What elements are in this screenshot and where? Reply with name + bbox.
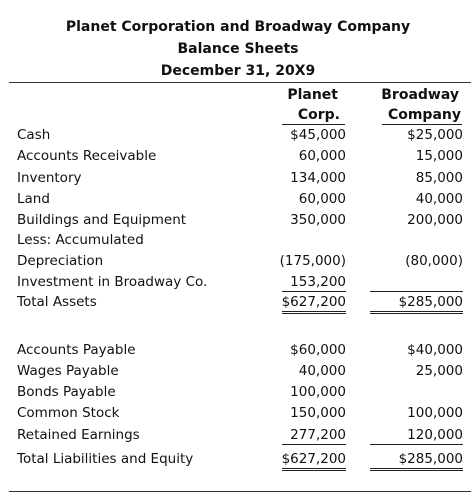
row-label-common-stock: Common Stock	[17, 405, 120, 421]
planet-total-assets-double-underline	[282, 311, 346, 314]
broadway-value-land: 40,000	[415, 191, 463, 207]
planet-column-header-line2: Corp.	[297, 107, 340, 123]
row-label-investment-broadway: Investment in Broadway Co.	[17, 274, 208, 290]
broadway-total-assets-double-underline	[370, 311, 463, 314]
row-label-accounts-payable: Accounts Payable	[17, 342, 136, 358]
broadway-value-cash: $25,000	[407, 127, 463, 143]
row-label-wages-payable: Wages Payable	[17, 363, 119, 379]
row-label-depreciation: Depreciation	[17, 253, 104, 269]
row-label-bonds-payable: Bonds Payable	[17, 384, 116, 400]
broadway-value-retained-earnings: 120,000	[407, 427, 463, 443]
broadway-value-total-liabilities-equity: $285,000	[398, 451, 463, 467]
planet-value-bonds-payable: 100,000	[290, 384, 346, 400]
planet-value-inventory: 134,000	[290, 170, 346, 186]
row-label-total-assets: Total Assets	[17, 294, 97, 310]
broadway-column-header-underline	[382, 124, 462, 125]
planet-value-land: 60,000	[298, 191, 346, 207]
report-subtitle: Balance Sheets	[177, 41, 299, 57]
row-label-buildings-equipment: Buildings and Equipment	[17, 212, 187, 228]
planet-value-retained-earnings: 277,200	[290, 427, 346, 443]
planet-assets-subtotal-line	[282, 291, 346, 292]
broadway-value-buildings-equipment: 200,000	[407, 212, 463, 228]
row-label-accounts-receivable: Accounts Receivable	[17, 148, 157, 164]
planet-value-investment-broadway: 153,200	[290, 274, 346, 290]
broadway-column-header-line2: Company	[387, 107, 461, 123]
broadway-value-wages-payable: 25,000	[415, 363, 463, 379]
planet-column-header-line1: Planet	[287, 87, 338, 103]
planet-value-wages-payable: 40,000	[298, 363, 346, 379]
planet-liabilities-subtotal-line	[282, 444, 346, 445]
planet-value-depreciation: (175,000)	[279, 253, 346, 269]
planet-value-buildings-equipment: 350,000	[290, 212, 346, 228]
broadway-liabilities-subtotal-line	[370, 444, 463, 445]
planet-value-total-assets: $627,200	[281, 294, 346, 310]
row-label-land: Land	[17, 191, 50, 207]
row-label-retained-earnings: Retained Earnings	[17, 427, 140, 443]
row-label-total-liabilities-equity: Total Liabilities and Equity	[17, 451, 194, 467]
broadway-total-liabilities-double-underline	[370, 468, 463, 471]
planet-value-accounts-payable: $60,000	[290, 342, 346, 358]
broadway-assets-subtotal-line	[370, 291, 463, 292]
planet-value-total-liabilities-equity: $627,200	[281, 451, 346, 467]
planet-value-common-stock: 150,000	[290, 405, 346, 421]
broadway-value-total-assets: $285,000	[398, 294, 463, 310]
broadway-column-header-line1: Broadway	[381, 87, 459, 103]
row-label-less-accumulated: Less: Accumulated	[17, 232, 144, 248]
row-label-inventory: Inventory	[17, 170, 82, 186]
broadway-value-accounts-payable: $40,000	[407, 342, 463, 358]
report-date: December 31, 20X9	[160, 63, 316, 79]
planet-column-header-underline	[282, 124, 345, 125]
broadway-value-common-stock: 100,000	[407, 405, 463, 421]
header-rule	[9, 82, 471, 83]
broadway-value-depreciation: (80,000)	[405, 253, 463, 269]
row-label-cash: Cash	[17, 127, 51, 143]
planet-total-liabilities-double-underline	[282, 468, 346, 471]
planet-value-cash: $45,000	[290, 127, 346, 143]
footer-rule	[9, 491, 471, 492]
report-title: Planet Corporation and Broadway Company	[65, 19, 411, 35]
broadway-value-inventory: 85,000	[415, 170, 463, 186]
broadway-value-accounts-receivable: 15,000	[415, 148, 463, 164]
planet-value-accounts-receivable: 60,000	[298, 148, 346, 164]
